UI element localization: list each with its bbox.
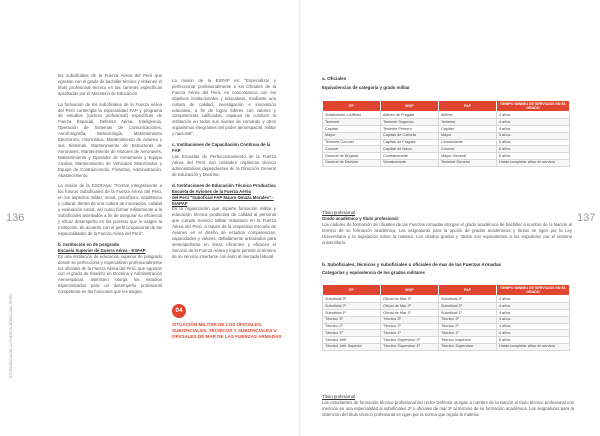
table-row (323, 112, 570, 119)
table-row (323, 337, 570, 344)
subsection-heading: Título profesional (322, 210, 355, 215)
table-cell: Vicealmirante (381, 159, 439, 166)
table-cell: Capitán de Fragata (381, 139, 439, 146)
table-cell: Técnico 2º (381, 323, 439, 330)
table-cell: Técnico 3º (323, 316, 381, 323)
table-cell: 4 años (497, 316, 570, 323)
table-cell: Mayor (439, 132, 497, 139)
table-cell: Técnico 2º (439, 323, 497, 330)
table-row (323, 316, 570, 323)
table-cell: Suboficial 1º (439, 309, 497, 316)
table-cell: Técnico Jefe (323, 337, 381, 344)
subsection-heading: Categorías y equivalencia de los grados militares (322, 269, 425, 275)
institution-name: Escuela de Aviones de la Fuerza Aérea (172, 189, 252, 195)
table-cell: Teniente (323, 119, 381, 126)
left-page-column-1 (58, 73, 162, 300)
table-cell: Técnico 1º (439, 330, 497, 337)
table-cell: Técnico Supervisor 1º (381, 343, 439, 350)
table-cell: Suboficial 1º (323, 309, 381, 316)
table-cell: Técnico Supervisor 2º (381, 337, 439, 344)
paragraph: La misión de la ESFAP es: "Especializar y perfeccionar profesionalmente a los Oficiales de la Fuerza Aérea del Perú, en concordancia con los objetivos institucionales y educativos, mediante una cultura de calidad, investigación e innovación educativa, a fin de lograr líderes con valores y competencias calificadas, capaces de conducir la institución en todos sus niveles de comando y otros organismos integrantes del poder aeroespacial, militar y nacional". (172, 78, 276, 137)
table-cell: Teniente (439, 119, 497, 126)
table-cell: 5 años (497, 337, 570, 344)
institution-name: del Perú "Suboficial FAP Mauro Omaza Morales" - EIAPAF (172, 195, 274, 206)
table-row (323, 330, 570, 337)
table-cell: Mayor (323, 132, 381, 139)
table-cell: Subteniente o Alférez (323, 112, 381, 119)
table-cell: Coronel (439, 146, 497, 153)
table-header-row (323, 101, 570, 112)
table-cell: Teniente Segundo (381, 119, 439, 126)
table-cell: General de División (323, 159, 381, 166)
table-cell: 4 años (497, 309, 570, 316)
page-gutter (299, 0, 301, 436)
table-cell: 4 años (497, 303, 570, 310)
officers-equivalence-table (322, 100, 570, 167)
paragraph: Es la organización que imparte formación militar y educación técnica productiva de calidad al personal que cumple Servicio Militar Voluntario en la Fuerza Aérea del Perú, a través de la respectiva Escuela de Aviones en el diseño de estudios competencias, capacidades y valores, debidamente articulados para desempeñarse en áreas eficientes y eficaces el Servicio de la Fuerza Aérea y lograr permitir al término de su servicio insertarse con éxito al mercado laboral. (172, 206, 276, 259)
table-cell: Contralmirante (381, 153, 439, 160)
table-row (323, 119, 570, 126)
paragraph: los suboficiales de la Fuerza Aérea del Perú que egresan con el grado de bachiller técnico y obtienen el título profesional técnico en las carreras específicas aprobadas por el Ministerio de Educación. (58, 73, 162, 96)
paragraph: Las Escuelas de Perfeccionamiento de la Fuerza Aérea del Perú son unidades orgánicas técnico administrativas dependientes de la Dirección General de Educación y Doctrina. (172, 154, 276, 177)
table-row (323, 303, 570, 310)
table-cell: Teniente Primero (381, 125, 439, 132)
table-cell: Teniente Coronel (323, 139, 381, 146)
section-heading: d. Instituciones de Educación Técnico Productiva (172, 182, 276, 188)
section-badge-title: SITUACIÓN MILITAR DE LOS OFICIALES, SUBOFICIALES, TÉCNICOS Y SUBOFICIALES U OFICIALES DE MAR DE LAS FUERZAS ARMADAS (172, 322, 282, 339)
table-row (323, 153, 570, 160)
table-row (323, 296, 570, 303)
right-title2-block (322, 394, 574, 418)
paragraph: Es una institución de educación superior de posgrado donde se perfecciona y especializan profesionalmente los oficiales de la Fuerza Aérea del Perú, que egresan con el grado de maestro en Doctrina y Administración Aeroespacial, asimismo otorga los estudios especializados para un desempeño profesional competente en las funciones que les asigne. (58, 253, 162, 295)
table-cell: Coronel (323, 146, 381, 153)
table-cell: Técnico 1º (323, 330, 381, 337)
table-cell: 5 años (497, 153, 570, 160)
right-heading-b-block (322, 262, 574, 276)
table-cell: Capitán de Corbeta (381, 132, 439, 139)
table-row (323, 139, 570, 146)
table-cell: Técnico 1º (381, 330, 439, 337)
column-header: EP (323, 285, 381, 296)
nco-equivalence-table (322, 284, 570, 351)
table-row (323, 323, 570, 330)
table-cell: Mayor General (439, 153, 497, 160)
column-header: FAP (439, 285, 497, 296)
table-row (323, 146, 570, 153)
vertical-running-title (8, 228, 16, 378)
table-cell: 5 años (497, 139, 570, 146)
table-cell: Hasta completar años de servicio (497, 159, 570, 166)
table-cell: 4 años (497, 112, 570, 119)
page-number-right: 137 (577, 212, 596, 224)
table-cell: Capitán (439, 125, 497, 132)
table-cell: Capitán (323, 125, 381, 132)
table-cell: Teniente General (439, 159, 497, 166)
section-heading: a. Oficiales (322, 76, 347, 81)
table-cell: Técnico Inspector (439, 337, 497, 344)
table-cell: Comandante (439, 139, 497, 146)
column-header: EP (323, 101, 381, 112)
table-cell: 6 años (497, 146, 570, 153)
subsection-heading: Grado académico y título profesional: (322, 215, 400, 221)
table-cell: Capitán de Navío (381, 146, 439, 153)
section-heading: b. Institución en de posgrado (58, 241, 120, 247)
paragraph: Los cadetes de formación de oficiales de las Fuerzas Armadas otorgan el grado académico de bachiller a nombre de la Nación al término de su formación académica. Las asignaturas para la opción de grados académicos y títulos se rigen por la Ley Universitaria y la legislación sobre la materia. Los citados grados y títulos son equivalentes a los expedidos por el sistema universitario. (322, 221, 572, 245)
table-cell: 4 años (497, 125, 570, 132)
paragraph: La formación de los suboficiales de la Fuerza Aérea del Perú contempla la especialidad FAP y programa de estudios (carrera profesional) específicas de Fuerza Espacial, Defensa Aérea, Inteligencia, Operación de Sistemas de Comunicaciones, Aerofotografía, Meteorología, Mantenimiento Electrónico, Informática, Mantenimiento de Aviones y sus Sistemas, Mantenimiento de Estructuras de Aeronaves, Mantenimiento de Motores de Aeronaves, Mantenimiento y Operador de Armamento y Equipo Auxiliar, Mantenimiento de Vehículos Motorizados y Equipo de Contraincendio, Finanzas, Administración, Abastecimiento. (58, 101, 162, 178)
table-cell: Oficial de Mar 1º (381, 309, 439, 316)
table-cell: 4 años (497, 323, 570, 330)
table-row (323, 125, 570, 132)
table-cell: Suboficial 2º (323, 303, 381, 310)
table-cell: Técnico Supervisor (439, 343, 497, 350)
table-row (323, 159, 570, 166)
section-heading: b. Suboficiales, técnicos y suboficiales u oficiales de mar de las Fuerzas Armadas (322, 262, 502, 267)
right-heading-a-block (322, 76, 562, 91)
table-cell: Técnico 3º (381, 316, 439, 323)
paragraph: Los estudiantes de formación técnico-profesional del rector Defensa otorgan a nombre de la Nación el título técnico profesional con mención en una especialidad al suboficiales 3º o oficiales de mar 3º al término de su formación académica. Las asignaturas para la obtención del título técnico profesional se rigen por la norma que regula la materia. (322, 399, 574, 417)
table-cell: Técnico 2º (323, 323, 381, 330)
table-cell: 4 años (497, 296, 570, 303)
table-cell: Técnico Jefe Superior (323, 343, 381, 350)
table-cell: Oficial de Mar 3º (381, 296, 439, 303)
table-cell: Suboficial 2º (439, 303, 497, 310)
subsection-heading: Equivalencias de categoría y grado militar (322, 84, 410, 90)
column-header: MGP (381, 285, 439, 296)
section-number-badge: 04 (172, 304, 186, 318)
right-title-block (322, 210, 572, 245)
subsection-heading: Título profesional (322, 394, 355, 399)
paragraph: La misión de la ESOFAya: "Formar integralmente a los futuros Suboficiales de la Fuerza Aérea del Perú, en los aspectos militar, moral, psicofísico, académico y cultural, dentro de una cultura de innovación, calidad y evaluación social, así como formar militarmente a la Suboficiales asimilados a fin de asegurar su eficiencia y eficaz desempeño en los puestos que le asigne la Institución, de acuerdo con el perfil ocupacional de las especialidades de la Fuerza Aérea del Perú". (58, 183, 162, 236)
table-cell: Suboficial 3º (439, 296, 497, 303)
table-header-row (323, 285, 570, 296)
table-cell: Oficial de Mar 2º (381, 303, 439, 310)
table-cell: Alférez (439, 112, 497, 119)
table-cell: Alférez de Fragata (381, 112, 439, 119)
vertical-running-title-text: ESTRATEGIA DE LA FUERZA AÉREA DEL PERÚ (9, 293, 13, 378)
column-header: TIEMPO MÍNIMO DE SERVICIOS EN EL GRADO (497, 101, 570, 112)
table-cell: Técnico 3º (439, 316, 497, 323)
table-cell: 4 años (497, 330, 570, 337)
table-row (323, 343, 570, 350)
left-page-column-2 (172, 78, 276, 264)
column-header: MGP (381, 101, 439, 112)
section-heading: c. Instituciones de Capacitación Continua de la FAP (172, 142, 271, 153)
table-cell: General de Brigada (323, 153, 381, 160)
page-number-left: 136 (6, 212, 25, 224)
table-cell: 4 años (497, 119, 570, 126)
table-row (323, 132, 570, 139)
table-row (323, 309, 570, 316)
institution-name: Escuela Superior de Guerra Aérea - ESFAP (58, 248, 146, 254)
table-cell: 5 años (497, 132, 570, 139)
table-cell: Suboficial 3º (323, 296, 381, 303)
column-header: FAP (439, 101, 497, 112)
table-cell: Hasta completar años de servicio (497, 343, 570, 350)
column-header: TIEMPO MÍNIMO DE SERVICIOS EN EL GRADO (497, 285, 570, 296)
